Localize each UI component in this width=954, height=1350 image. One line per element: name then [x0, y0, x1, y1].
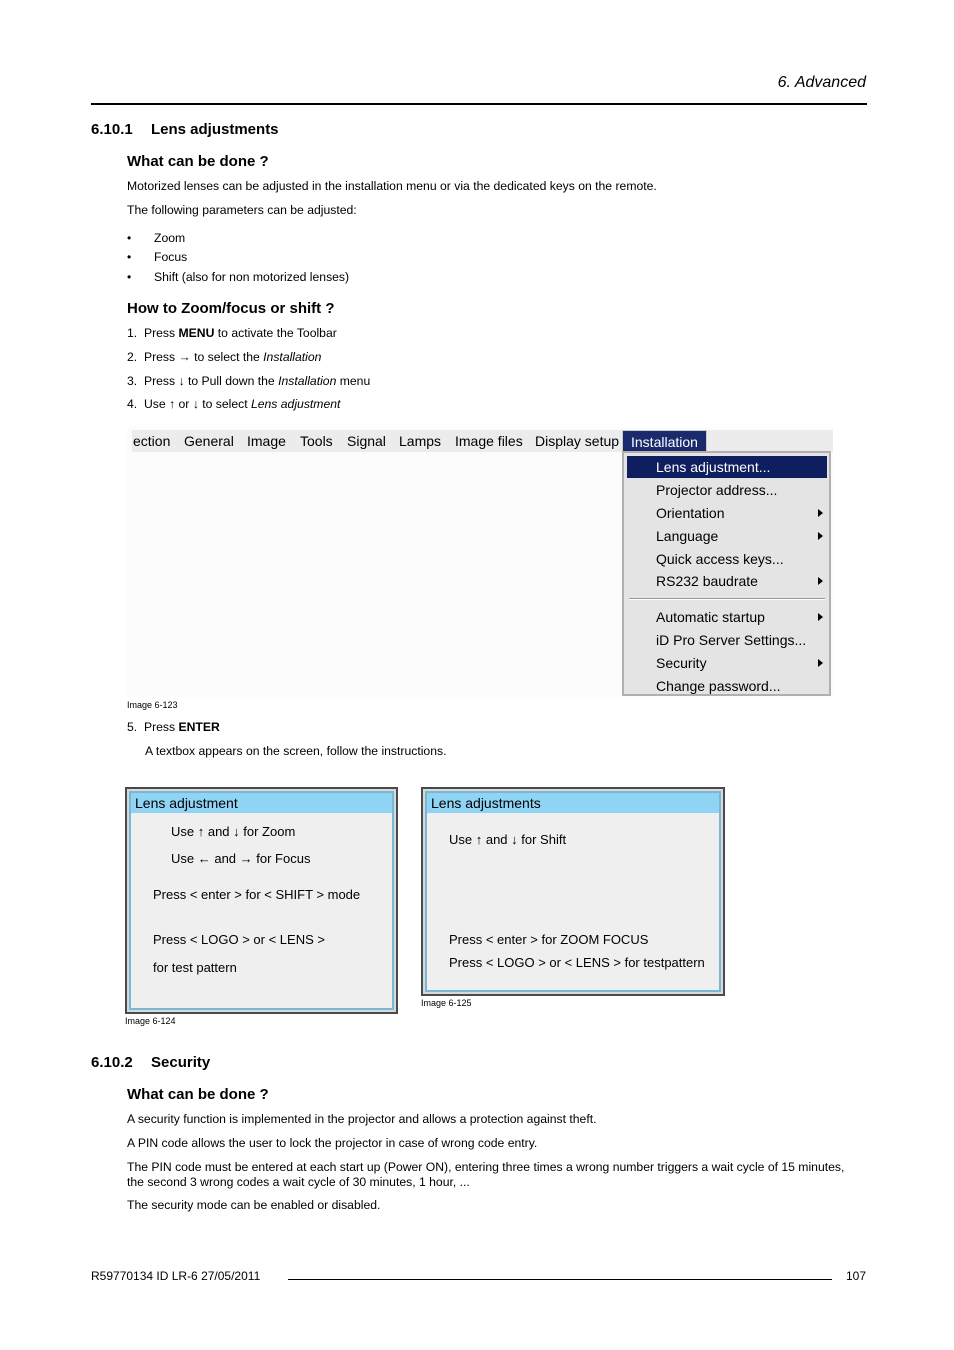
submenu-arrow-icon — [818, 613, 823, 621]
menu-bar — [132, 430, 833, 452]
chapter-title: 6. Advanced — [777, 74, 866, 91]
lens-adjustment-dialog — [125, 787, 398, 1014]
dialog-line: Use ← and → for Focus — [171, 851, 311, 866]
dialog-title: Lens adjustments — [427, 793, 719, 813]
page-number: 107 — [845, 1269, 866, 1283]
paragraph: the second 3 wrong codes a wait cycle of 30 minutes, 1 hour, ... — [127, 1175, 470, 1189]
menu-signal[interactable]: Signal — [347, 433, 386, 449]
menu-image-files[interactable]: Image files — [455, 433, 523, 449]
dialog-line: Use ↑ and ↓ for Zoom — [171, 824, 296, 839]
section-title: Security — [151, 1054, 211, 1071]
installation-dropdown — [622, 451, 831, 696]
subheading-what: What can be done ? — [127, 1086, 269, 1103]
image-caption: Image 6-125 — [421, 998, 472, 1008]
step-3: 3. Press ↓ to Pull down the Installation menu — [127, 374, 371, 388]
paragraph: Motorized lenses can be adjusted in the installation menu or via the dedicated keys on the remote. — [127, 179, 657, 193]
menu-image[interactable]: Image — [247, 433, 286, 449]
bullet-mark: • — [127, 270, 132, 284]
menu-item-automatic-startup[interactable]: Automatic startup — [627, 606, 827, 628]
menu-item-language[interactable]: Language — [627, 525, 827, 547]
menu-item-lens-adjustment[interactable]: Lens adjustment... — [627, 456, 827, 478]
list-item: Shift (also for non motorized lenses) — [154, 270, 350, 284]
step-2: 2. Press → to select the Installation — [127, 350, 322, 364]
list-item: Focus — [154, 250, 188, 264]
image-caption: Image 6-124 — [125, 1016, 176, 1026]
menu-screenshot — [127, 427, 833, 697]
step-4: 4. Use ↑ or ↓ to select Lens adjustment — [127, 397, 341, 411]
dialog-title: Lens adjustment — [131, 793, 392, 813]
menu-item-orientation[interactable]: Orientation — [627, 502, 827, 524]
submenu-arrow-icon — [818, 509, 823, 517]
dialog-line: Press < enter > for < SHIFT > mode — [153, 887, 361, 902]
menu-separator — [629, 598, 825, 600]
menu-lamps[interactable]: Lamps — [399, 433, 442, 449]
menu-item-projector-address[interactable]: Projector address... — [656, 482, 778, 498]
menu-installation[interactable]: Installation — [622, 430, 707, 454]
submenu-arrow-icon — [818, 577, 823, 585]
menu-item-rs232-baudrate[interactable]: RS232 baudrate — [627, 570, 827, 592]
section-number: 6.10.1 — [91, 121, 133, 138]
paragraph: The security mode can be enabled or disabled. — [127, 1198, 381, 1212]
paragraph: A security function is implemented in the projector and allows a protection against theft. — [127, 1112, 597, 1126]
submenu-arrow-icon — [818, 659, 823, 667]
lens-adjustments-dialog — [421, 787, 725, 996]
paragraph: The following parameters can be adjusted: — [127, 203, 357, 217]
menu-item-change-password[interactable]: Change password... — [656, 678, 781, 694]
subheading-how: How to Zoom/focus or shift ? — [127, 300, 335, 317]
footer-doc-id: R59770134 ID LR-6 27/05/2011 — [91, 1269, 261, 1283]
bullet-mark: • — [127, 231, 132, 245]
footer-rule — [288, 1279, 832, 1280]
dialog-line: Press < LOGO > or < LENS > — [153, 932, 325, 947]
paragraph: The PIN code must be entered at each start up (Power ON), entering three times a wrong number triggers a wait cycle of 15 minutes, — [127, 1160, 845, 1174]
menu-tools[interactable]: Tools — [300, 433, 333, 449]
subheading-what: What can be done ? — [127, 153, 269, 170]
submenu-arrow-icon — [818, 532, 823, 540]
menu-display-setup[interactable]: Display setup — [535, 433, 620, 449]
header-rule — [91, 103, 867, 105]
section-title: Lens adjustments — [151, 121, 279, 138]
menu-item-quick-access-keys[interactable]: Quick access keys... — [656, 551, 784, 567]
step-5-note: A textbox appears on the screen, follow the instructions. — [145, 744, 447, 758]
step-5: 5. Press ENTER — [127, 720, 220, 734]
dialog-line: Use ↑ and ↓ for Shift — [449, 832, 567, 847]
step-1: 1. Press MENU to activate the Toolbar — [127, 326, 337, 340]
paragraph: A PIN code allows the user to lock the projector in case of wrong code entry. — [127, 1136, 538, 1150]
list-item: Zoom — [154, 231, 186, 245]
section-number: 6.10.2 — [91, 1054, 133, 1071]
dialog-line: Press < enter > for ZOOM FOCUS — [449, 932, 649, 947]
bullet-mark: • — [127, 250, 132, 264]
menu-item-security[interactable]: Security — [627, 652, 827, 674]
menu-selection[interactable]: ection — [133, 433, 171, 449]
menu-general[interactable]: General — [184, 433, 234, 449]
dialog-line: Press < LOGO > or < LENS > for testpattern — [449, 955, 705, 970]
dialog-line: for test pattern — [153, 960, 237, 975]
image-caption: Image 6-123 — [127, 700, 178, 710]
menu-item-id-pro-server-settings[interactable]: iD Pro Server Settings... — [656, 632, 807, 648]
